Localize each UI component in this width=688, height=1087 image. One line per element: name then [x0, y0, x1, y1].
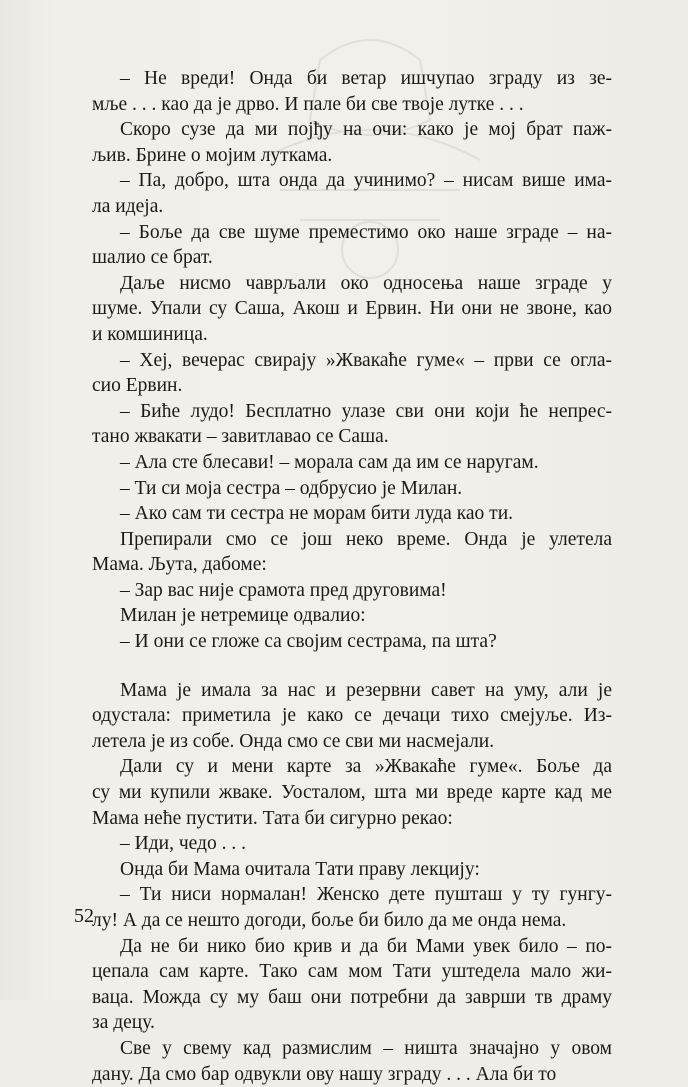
text-line: сио Ервин. — [92, 375, 183, 397]
text-line: тано жвакати – завитлавао се Саша. — [92, 426, 389, 448]
text-line: – Боље да све шуме преместимо око наше зграде – на- — [120, 221, 612, 243]
text-line: цепала сам карте. Тако сам мом Тати уштедела мало жи- — [92, 961, 612, 983]
text-line: дану. Да смо бар одвукли ову нашу зграду . . . Ала би то — [92, 1063, 557, 1085]
text-line: и комшиница. — [92, 323, 208, 345]
text-line: Мама је имала за нас и резервни савет на уму, али је — [120, 679, 612, 701]
text-line: Мама неће пустити. Тата би сигурно рекао: — [92, 807, 453, 829]
text-line: одустала: приметила је како се дечаци тихо смејуље. Из- — [92, 705, 612, 727]
section-gap — [92, 655, 612, 678]
text-line: шуме. Упали су Саша, Акош и Ервин. Ни они не звоне, као — [92, 298, 612, 320]
text-line: – Ала сте блесави! – морала сам да им се наругам. — [120, 451, 539, 473]
text-line: – Иди, чедо . . . — [120, 833, 246, 855]
text-line: – И они се гложе са својим сестрама, па шта? — [120, 631, 497, 653]
text-line: – Не вреди! Онда би ветар ишчупао зграду из зе- — [120, 68, 612, 89]
text-line: Онда би Мама очитала Тати праву лекцију: — [120, 858, 480, 880]
text-line: Милан је нетремице одвалио: — [120, 605, 366, 627]
text-line: ла идеја. — [92, 195, 164, 217]
text-line: – Ти ниси нормалан! Женско дете пушташ у ту гунгу- — [120, 884, 612, 906]
text-line: Све у свему кад размислим – ништа значајно у овом — [120, 1037, 612, 1059]
text-line: – Хеј, вечерас свирају »Жвакаће гуме« – први се огла- — [120, 349, 612, 371]
text-line: – Ти си моја сестра – одбрусио је Милан. — [120, 477, 463, 499]
text-line: ваца. Можда су му баш они потребни да заврши тв драму — [92, 986, 612, 1008]
body-text — [92, 66, 612, 1087]
text-line: Скоро сузе да ми појђу на очи: како је мој брат паж- — [120, 119, 612, 141]
text-line: су ми купили жваке. Уосталом, шта ми вреде карте кад ме — [92, 782, 612, 804]
text-line: мље . . . као да је дрво. И пале би све твоје лутке . . . — [92, 93, 524, 115]
text-line: летела је из собе. Онда смо се сви ми насмејали. — [92, 730, 495, 752]
text-line: – Ако сам ти сестра не морам бити луда као ти. — [120, 503, 513, 525]
text-line: љив. Брине о мојим луткама. — [92, 144, 333, 166]
text-line: – Биће лудо! Бесплатно улазе сви они који ће непрес- — [120, 400, 612, 422]
text-line: – Па, добро, шта онда да учинимо? – нисам више има- — [120, 170, 612, 192]
text-line: Дали су и мени карте за »Жвакаће гуме«. Боље да — [120, 756, 612, 778]
text-line: Мама. Љута, дабоме: — [92, 554, 267, 576]
text-line: Препирали смо се још неко време. Онда је улетела — [120, 528, 612, 550]
text-line: – Зар вас није срамота пред друговима! — [120, 579, 447, 601]
text-line: лу! А да се нешто догоди, боље би било да ме онда нема. — [92, 910, 567, 931]
text-line: шалио се брат. — [92, 247, 213, 269]
page-number: 52 — [74, 905, 94, 927]
text-line: за децу. — [92, 1012, 155, 1034]
text-line: Даље нисмо чаврљали око односења наше зграде у — [120, 272, 612, 294]
text-line: Да не би нико био крив и да би Мами увек било – по- — [120, 935, 612, 957]
